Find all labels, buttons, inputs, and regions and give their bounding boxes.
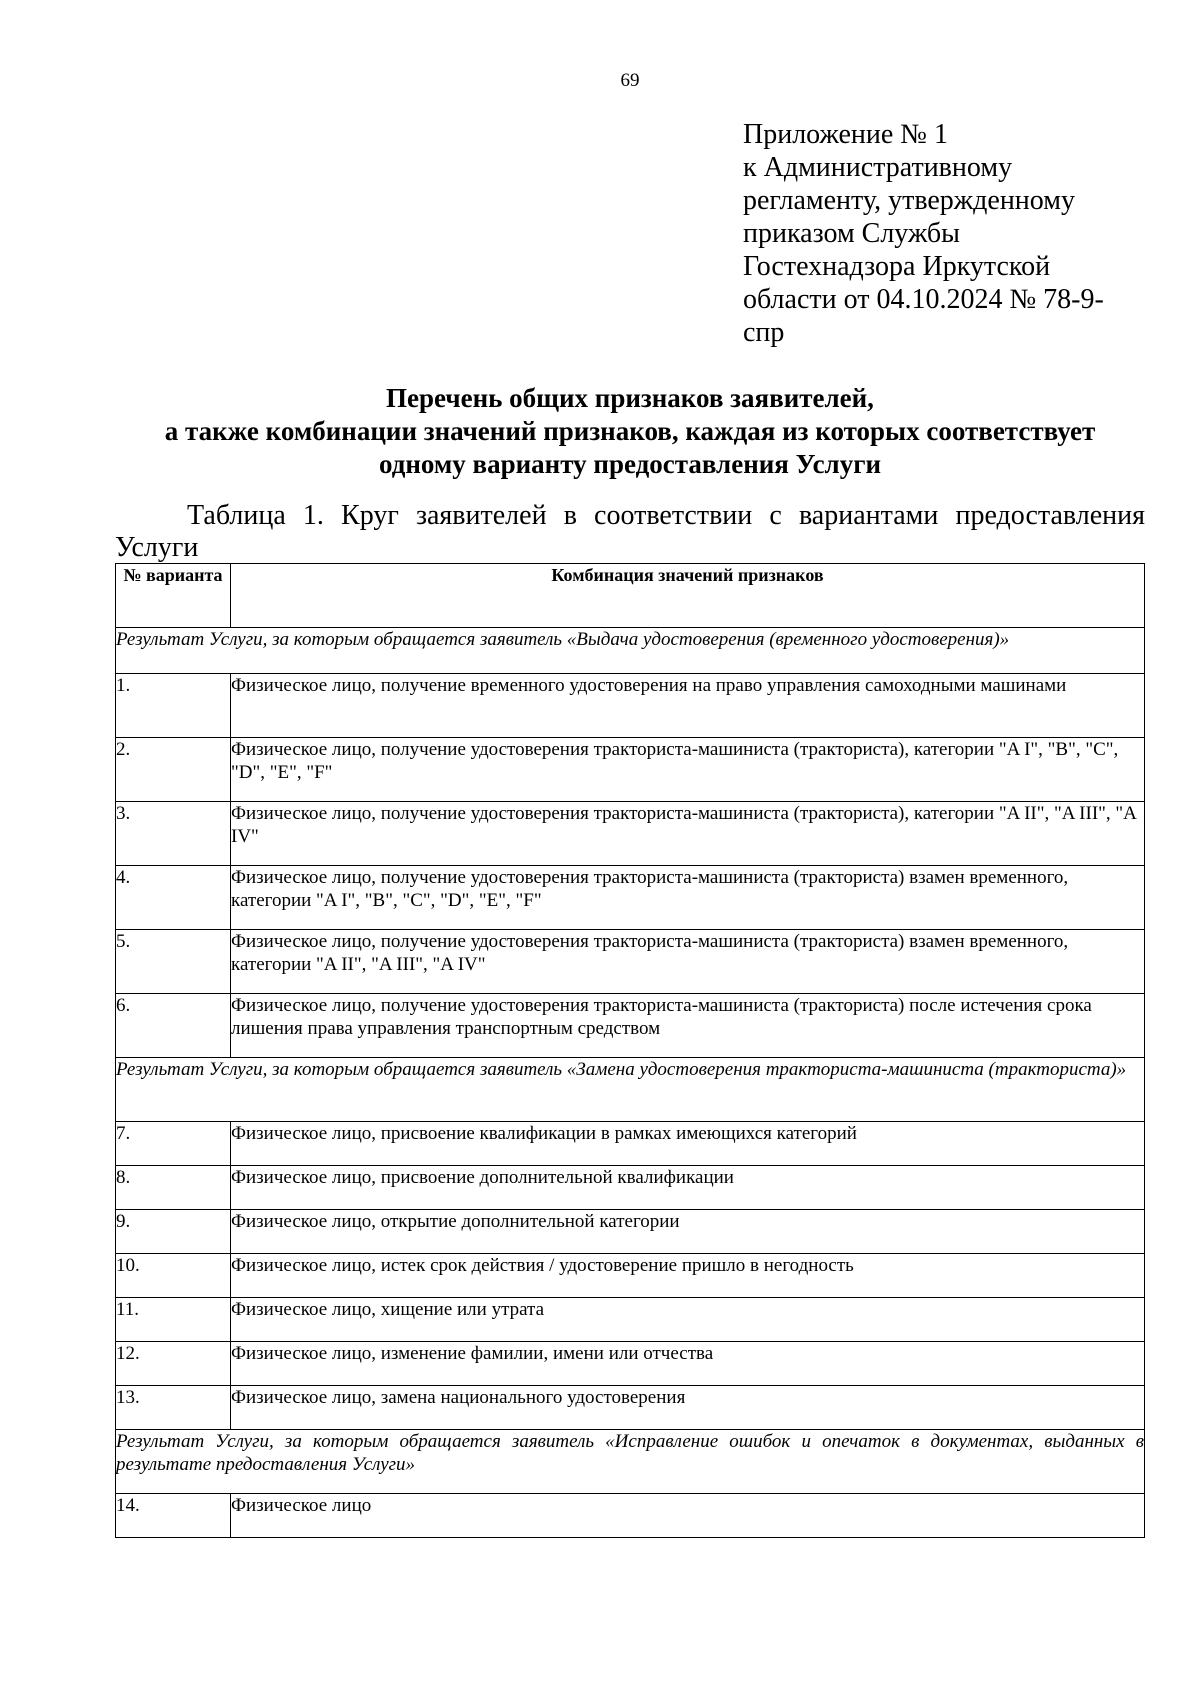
variant-number: 12. (116, 1342, 231, 1386)
section-row (116, 628, 1145, 674)
variant-description: Физическое лицо, получение удостоверения тракториста-машиниста (тракториста) после истечения срока лишения права управления транспортным средством (231, 994, 1145, 1058)
table-row (116, 802, 1145, 866)
header-combination: Комбинация значений признаков (231, 564, 1145, 628)
table-row (116, 994, 1145, 1058)
variant-description: Физическое лицо, хищение или утрата (231, 1298, 1145, 1342)
section-row (116, 1430, 1145, 1494)
variant-number: 3. (116, 802, 231, 866)
variant-description: Физическое лицо, получение удостоверения тракториста-машиниста (тракториста) взамен временного, категории "A I", "B", "C", "D", "E", "F" (231, 866, 1145, 930)
variant-description: Физическое лицо, получение удостоверения тракториста-машиниста (тракториста) взамен временного, категории "A II", "A III", "A IV" (231, 930, 1145, 994)
appendix-line: к Административному (743, 152, 1013, 183)
document-title (115, 382, 1145, 481)
appendix-line: регламенту, утвержденному (743, 185, 1075, 216)
variant-description: Физическое лицо, присвоение дополнительной квалификации (231, 1166, 1145, 1210)
variant-description: Физическое лицо, изменение фамилии, имени или отчества (231, 1342, 1145, 1386)
table-row (116, 930, 1145, 994)
table-header-row (116, 564, 1145, 628)
table-row (116, 738, 1145, 802)
section-text: Результат Услуги, за которым обращается заявитель «Исправление ошибок и опечаток в документах, выданных в результате предоставления Услуги» (116, 1430, 1145, 1494)
variant-number: 14. (116, 1494, 231, 1538)
variants-table (115, 563, 1145, 1538)
table-row (116, 1386, 1145, 1430)
appendix-line: спр (743, 317, 785, 348)
appendix-line: Гостехнадзора Иркутской (743, 251, 1051, 282)
appendix-line: приказом Службы (743, 218, 960, 249)
table-row (116, 866, 1145, 930)
header-number: № варианта (116, 564, 231, 628)
title-line: а также комбинации значений признаков, каждая из которых соответствует (164, 416, 1096, 446)
variant-description: Физическое лицо, открытие дополнительной категории (231, 1210, 1145, 1254)
title-line: одному варианту предоставления Услуги (378, 449, 882, 479)
variant-number: 1. (116, 674, 231, 738)
variant-description: Физическое лицо, получение удостоверения тракториста-машиниста (тракториста), категории "A II", "A III", "A IV" (231, 802, 1145, 866)
table-row (116, 674, 1145, 738)
title-line: Перечень общих признаков заявителей, (386, 383, 874, 413)
appendix-block (743, 118, 1143, 349)
variant-number: 8. (116, 1166, 231, 1210)
variant-number: 13. (116, 1386, 231, 1430)
table-row (116, 1342, 1145, 1386)
section-text: Результат Услуги, за которым обращается заявитель «Замена удостоверения тракториста-машиниста (тракториста)» (116, 1058, 1145, 1122)
section-row (116, 1058, 1145, 1122)
table-row (116, 1254, 1145, 1298)
appendix-line: области от 04.10.2024 № 78-9- (743, 284, 1104, 315)
variant-description: Физическое лицо, присвоение квалификации в рамках имеющихся категорий (231, 1122, 1145, 1166)
variant-number: 11. (116, 1298, 231, 1342)
table-row (116, 1210, 1145, 1254)
variant-number: 6. (116, 994, 231, 1058)
table-row (116, 1494, 1145, 1538)
table-row (116, 1298, 1145, 1342)
variant-description: Физическое лицо (231, 1494, 1145, 1538)
variant-description: Физическое лицо, получение временного удостоверения на право управления самоходными машинами (231, 674, 1145, 738)
variant-number: 5. (116, 930, 231, 994)
variant-number: 7. (116, 1122, 231, 1166)
variant-description: Физическое лицо, получение удостоверения тракториста-машиниста (тракториста), категории "A I", "B", "C", "D", "E", "F" (231, 738, 1145, 802)
table-caption: Таблица 1. Круг заявителей в соответствии с вариантами предоставления Услуги (115, 500, 1145, 563)
page-number: 69 (620, 70, 640, 91)
appendix-line: Приложение № 1 (743, 119, 948, 150)
table-row (116, 1122, 1145, 1166)
table-row (116, 1166, 1145, 1210)
variant-number: 2. (116, 738, 231, 802)
variant-number: 9. (116, 1210, 231, 1254)
variant-description: Физическое лицо, истек срок действия / удостоверение пришло в негодность (231, 1254, 1145, 1298)
variant-number: 10. (116, 1254, 231, 1298)
variant-description: Физическое лицо, замена национального удостоверения (231, 1386, 1145, 1430)
variant-number: 4. (116, 866, 231, 930)
section-text: Результат Услуги, за которым обращается заявитель «Выдача удостоверения (временного удостоверения)» (116, 628, 1145, 674)
